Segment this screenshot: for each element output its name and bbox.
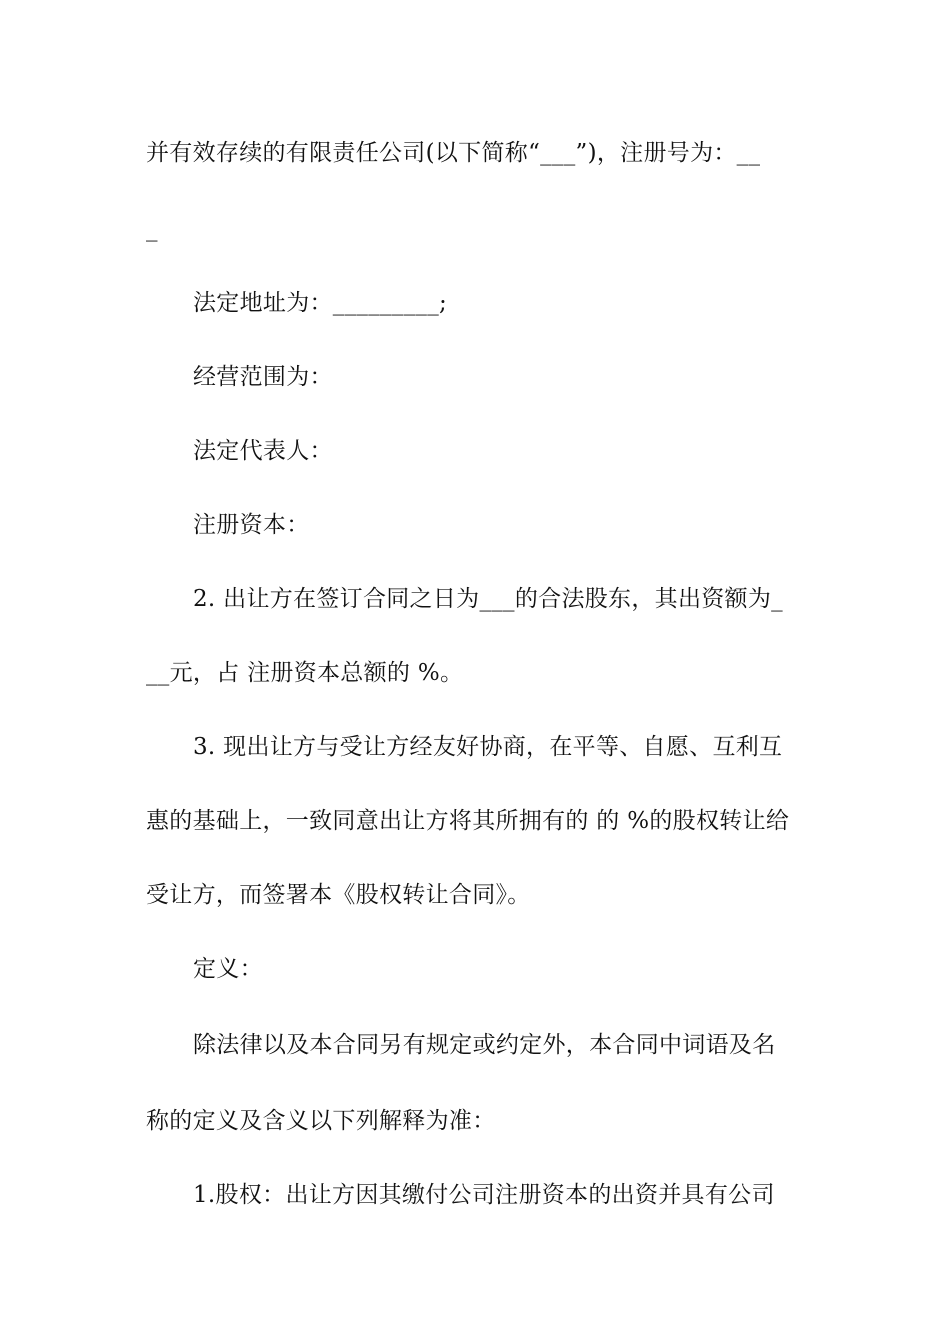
doc-line-definitions-intro-continued: 称的定义及含义以下列解释为准： (146, 1108, 496, 1134)
doc-line-definition-equity: 1.股权：出让方因其缴付公司注册资本的出资并具有公司 (193, 1182, 775, 1208)
doc-line-definitions-intro: 除法律以及本合同另有规定或约定外，本合同中词语及名 (193, 1032, 776, 1058)
doc-line-registration-continued: _ (146, 216, 158, 242)
doc-line-clause-3-continued: 惠的基础上，一致同意出让方将其所拥有的 的 %的股权转让给 (146, 808, 790, 834)
doc-line-business-scope: 经营范围为： (193, 364, 333, 390)
doc-line-clause-2: 2. 出让方在签订合同之日为___的合法股东，其出资额为_ (193, 586, 783, 612)
doc-line-company-registration: 并有效存续的有限责任公司(以下简称“___”)，注册号为：__ (146, 140, 761, 166)
doc-line-legal-representative: 法定代表人： (193, 438, 333, 464)
doc-line-registered-capital: 注册资本： (193, 512, 310, 538)
doc-line-legal-address: 法定地址为：_________; (193, 290, 448, 316)
doc-line-definitions-heading: 定义： (193, 956, 263, 982)
doc-line-clause-3: 3. 现出让方与受让方经友好协商，在平等、自愿、互利互 (193, 734, 783, 760)
doc-line-clause-2-continued: __元，占 注册资本总额的 %。 (146, 660, 464, 686)
doc-line-clause-3-end: 受让方，而签署本《股权转让合同》。 (146, 882, 531, 908)
